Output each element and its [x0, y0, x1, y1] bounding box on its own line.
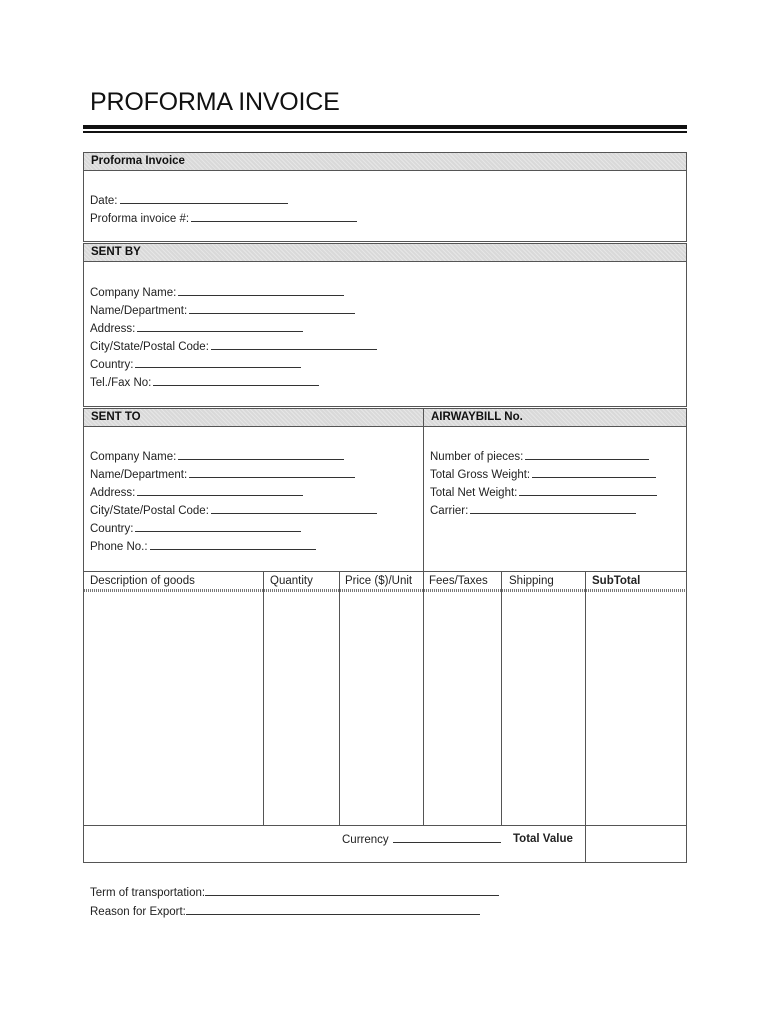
transport-field[interactable] — [90, 885, 499, 899]
field-label: City/State/Postal Code: — [90, 341, 209, 353]
col-quantity: Quantity — [270, 575, 313, 587]
field-label: Address: — [90, 323, 136, 335]
field-label: Company Name: — [90, 451, 177, 463]
sent-by-city-field[interactable] — [90, 339, 377, 354]
field-label: Country: — [90, 523, 134, 535]
field-label: Name/Department: — [90, 305, 188, 317]
sent-to-city-field[interactable] — [90, 503, 377, 518]
total-value-input[interactable] — [587, 827, 685, 861]
sent-by-country-field[interactable] — [90, 357, 301, 372]
field-label: Country: — [90, 359, 134, 371]
field-label: Number of pieces: — [430, 451, 524, 463]
field-label: Tel./Fax No: — [90, 377, 152, 389]
field-label: Carrier: — [430, 505, 469, 517]
transport-label: Term of transportation: — [90, 887, 206, 899]
field-label: Phone No.: — [90, 541, 148, 553]
invoice-number-field[interactable] — [90, 211, 357, 226]
pieces-field[interactable] — [430, 449, 649, 464]
col-description: Description of goods — [90, 575, 195, 587]
col-fees: Fees/Taxes — [429, 575, 488, 587]
field-label: Address: — [90, 487, 136, 499]
col-shipping: Shipping — [509, 575, 554, 587]
field-label: Name/Department: — [90, 469, 188, 481]
total-value-label: Total Value — [513, 833, 573, 845]
sent-to-address-field[interactable] — [90, 485, 303, 500]
col-price: Price ($)/Unit — [345, 575, 413, 587]
goods-table — [83, 571, 687, 863]
sent-to-divider — [423, 408, 424, 572]
sent-by-tel-field[interactable] — [90, 375, 319, 390]
title-rule-thin — [83, 131, 687, 133]
sent-by-address-field[interactable] — [90, 321, 303, 336]
net-weight-field[interactable] — [430, 485, 657, 500]
currency-field[interactable] — [342, 832, 501, 847]
airwaybill-header: AIRWAYBILL No. — [423, 408, 687, 427]
sent-by-company-field[interactable] — [90, 285, 344, 300]
goods-table-header-rule — [84, 589, 686, 592]
field-label: Total Gross Weight: — [430, 469, 531, 481]
sent-to-name-field[interactable] — [90, 467, 355, 482]
sent-to-phone-field[interactable] — [90, 539, 316, 554]
field-label: Total Net Weight: — [430, 487, 518, 499]
proforma-section-header: Proforma Invoice — [83, 152, 687, 171]
sent-by-name-field[interactable] — [90, 303, 355, 318]
col-divider — [585, 572, 586, 862]
col-subtotal: SubTotal — [592, 575, 641, 587]
reason-field[interactable] — [90, 904, 480, 918]
sent-by-header: SENT BY — [83, 243, 687, 262]
date-label: Date: — [90, 195, 118, 207]
field-label: City/State/Postal Code: — [90, 505, 209, 517]
field-label: Company Name: — [90, 287, 177, 299]
currency-label: Currency — [342, 834, 389, 846]
date-field[interactable] — [90, 193, 288, 208]
invoice-number-label: Proforma invoice #: — [90, 213, 190, 225]
gross-weight-field[interactable] — [430, 467, 656, 482]
page-title: PROFORMA INVOICE — [90, 88, 340, 116]
col-divider — [263, 572, 264, 826]
carrier-field[interactable] — [430, 503, 636, 518]
col-divider — [339, 572, 340, 826]
col-divider — [423, 572, 424, 826]
title-rule-thick — [83, 125, 687, 129]
col-divider — [501, 572, 502, 826]
sent-to-company-field[interactable] — [90, 449, 344, 464]
reason-label: Reason for Export: — [90, 906, 186, 918]
goods-table-total-rule — [84, 825, 686, 826]
sent-to-header: SENT TO — [83, 408, 424, 427]
sent-to-country-field[interactable] — [90, 521, 301, 536]
